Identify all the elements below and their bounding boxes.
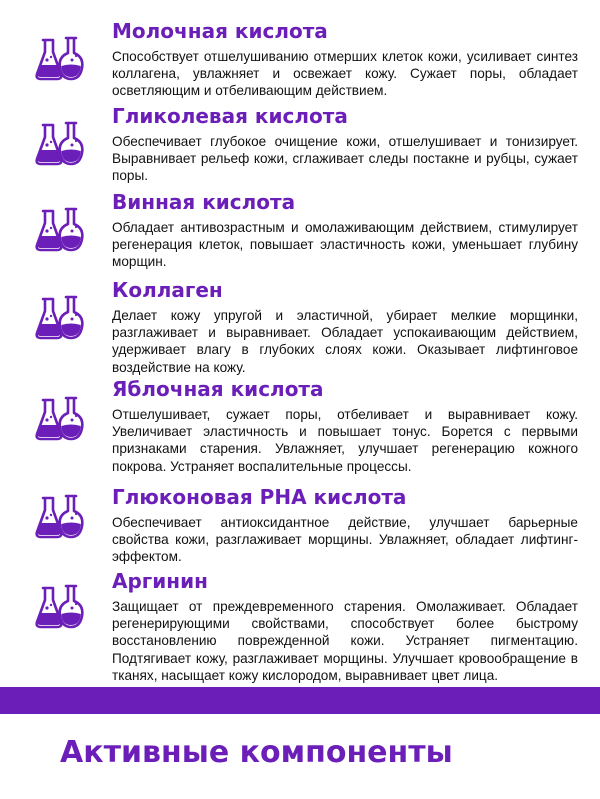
item-description: Способствует отшелушиванию отмерших клеток кожи, усиливает синтез коллагена, увлажняет и освежает кожу. Сужает поры, обладает осветляющим и отбеливающим действием. xyxy=(112,49,578,99)
item-description: Защищает от преждевременного старения. Омолаживает. Обладает регенерирующими свойствами, способствует более быстрому восстановлению поврежденной кожи. Устраняет пигментацию. Подтягивает кожу, разглаживает морщины. Улучшает кровообращение в тканях, насыщает кожу кислородом, выравнивает цвет лица. xyxy=(112,599,578,683)
flask-icon xyxy=(34,34,84,86)
flask-icon xyxy=(34,582,84,634)
flask-icon xyxy=(34,492,84,544)
flask-icon xyxy=(34,293,84,345)
item-title: Глюконовая PHA кислота xyxy=(112,485,407,509)
item-description: Обеспечивает антиоксидантное действие, улучшает барьерные свойства кожи, разглаживает морщины. Увлажняет, обладает лифтинг-эффектом. xyxy=(112,515,578,565)
item-title: Винная кислота xyxy=(112,190,296,214)
item-description: Делает кожу упругой и эластичной, убирает мелкие морщинки, разглаживает и выравнивает. Обладает успокаивающим действием, удерживает влагу в глубоких слоях кожи. Оказывает лифтинговое воздействие на кожу. xyxy=(112,308,578,375)
accent-band xyxy=(0,687,600,714)
flask-icon xyxy=(34,394,84,446)
flask-icon xyxy=(34,119,84,171)
item-title: Аргинин xyxy=(112,569,208,593)
item-description: Обладает антивозрастным и омолаживающим действием, стимулирует регенерация клеток, повышает эластичность кожи, уменьшает глубину морщин. xyxy=(112,220,578,270)
item-description: Отшелушивает, сужает поры, отбеливает и выравнивает кожу. Увеличивает эластичность и повышает тонус. Борется с первыми признаками старения. Увлажняет, улучшает регенерацию кожного покрова. Устраняет воспалительные процессы. xyxy=(112,407,578,474)
page-title: Активные компоненты xyxy=(60,735,453,770)
item-title: Яблочная кислота xyxy=(112,377,324,401)
item-title: Гликолевая кислота xyxy=(112,104,348,128)
item-description: Обеспечивает глубокое очищение кожи, отшелушивает и тонизирует. Выравнивает рельеф кожи, сглаживает следы постакне и рубцы, сужает поры. xyxy=(112,134,578,184)
flask-icon xyxy=(34,205,84,257)
item-title: Молочная кислота xyxy=(112,19,328,43)
item-title: Коллаген xyxy=(112,278,223,302)
